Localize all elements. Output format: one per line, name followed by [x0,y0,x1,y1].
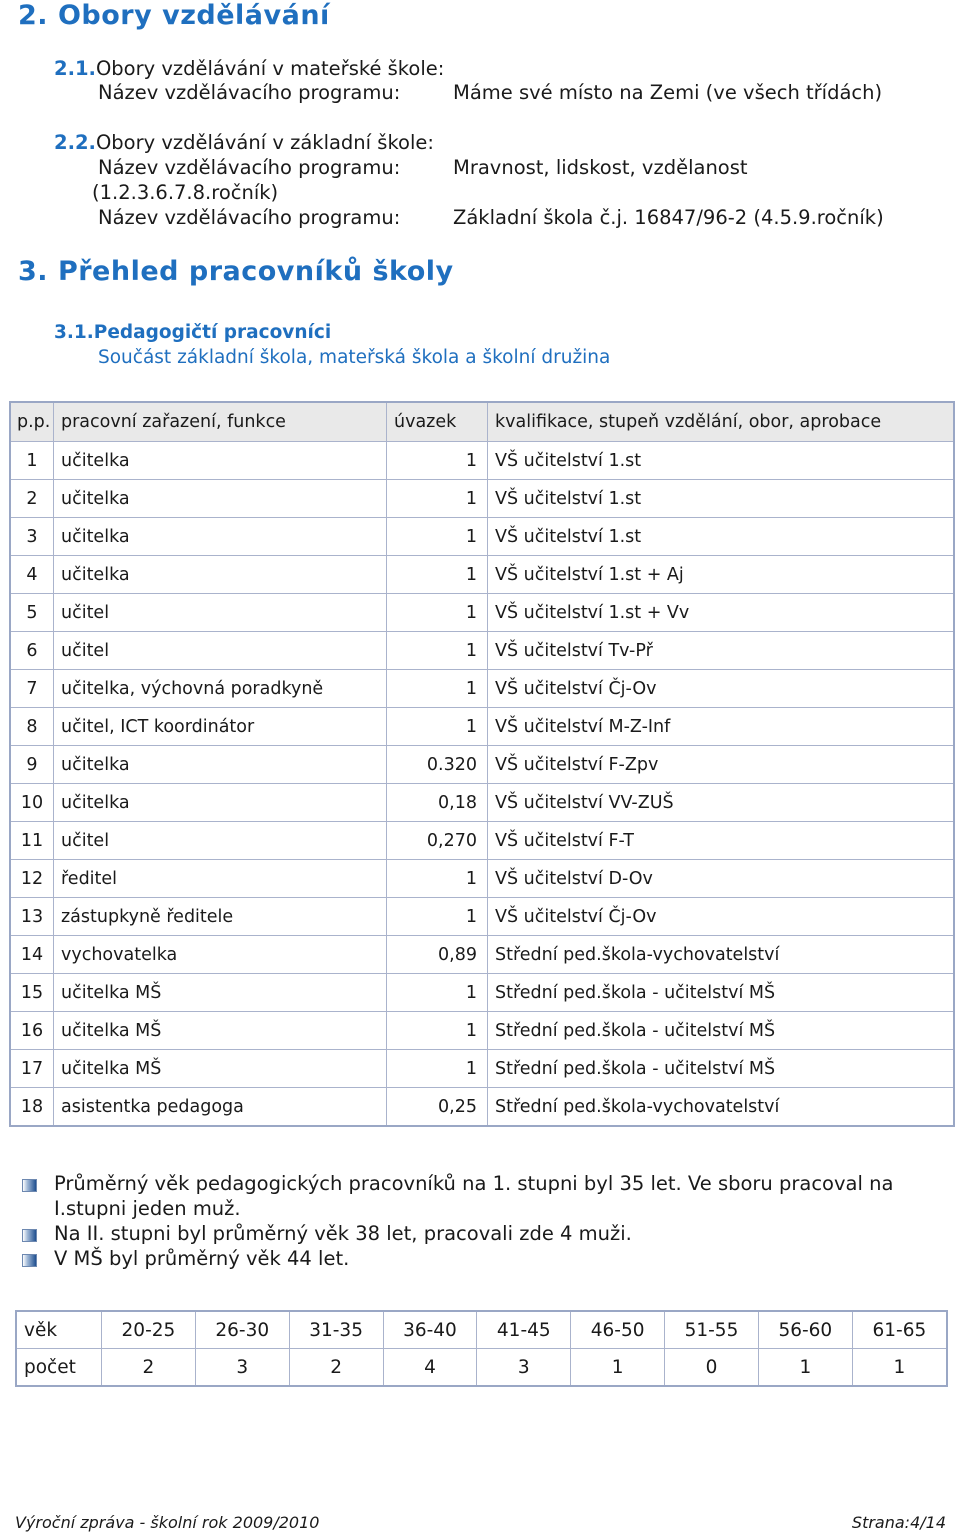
row-load: 1 [387,974,488,1012]
row-load: 1 [387,1050,488,1088]
bullet-text: Průměrný věk pedagogických pracovníků na 1. stupni byl 35 let. Ve sboru pracoval na I.stupni jeden muž. [54,1172,894,1220]
row-num: 10 [10,784,54,822]
row-qualification: Střední ped.škola - učitelství MŠ [488,1012,955,1050]
table-row [10,860,954,898]
age-range: 51-55 [665,1311,759,1349]
age-range: 61-65 [852,1311,947,1349]
row-qualification: Střední ped.škola - učitelství MŠ [488,974,955,1012]
table-row [10,974,954,1012]
bullet-icon [22,1179,37,1192]
row-qualification: VŠ učitelství D-Ov [488,860,955,898]
row-role: zástupkyně ředitele [54,898,387,936]
bullet-text: V MŠ byl průměrný věk 44 let. [54,1247,350,1270]
program-value-ms: Máme své místo na Zemi (ve všech třídách) [453,81,883,104]
footer-report-title: Výroční zpráva - školní rok 2009/2010 [15,1513,320,1532]
row-qualification: Střední ped.škola - učitelství MŠ [488,1050,955,1088]
row-load: 0,89 [387,936,488,974]
age-count-row [16,1349,947,1387]
row-num: 2 [10,480,54,518]
table-row [10,898,954,936]
subsection-3-1-title: 3.1.Pedagogičtí pracovníci [54,322,332,343]
table-row [10,784,954,822]
row-num: 15 [10,974,54,1012]
subsection-2-1-number: 2.1. [54,57,96,80]
subsection-2-2 [54,131,434,154]
table-row [10,442,954,480]
row-num: 8 [10,708,54,746]
age-count: 1 [571,1349,665,1387]
row-role: učitelka [54,746,387,784]
table-row [10,822,954,860]
row-num: 7 [10,670,54,708]
row-role: učitelka [54,518,387,556]
subsection-2-1-text: Obory vzdělávání v mateřské škole: [95,57,445,80]
age-range: 31-35 [289,1311,383,1349]
row-role: učitelka MŠ [54,974,387,1012]
header-pp: p.p. [10,402,54,442]
footer-page-number: Strana:4/14 [851,1513,946,1532]
subsection-3-1-desc: Součást základní škola, mateřská škola a školní družina [98,347,611,368]
row-role: vychovatelka [54,936,387,974]
row-qualification: VŠ učitelství 1.st [488,442,955,480]
header-qualification: kvalifikace, stupeň vzdělání, obor, aprobace [488,402,955,442]
age-summary-list [22,1171,952,1271]
row-num: 3 [10,518,54,556]
row-load: 1 [387,632,488,670]
age-table [15,1310,948,1387]
staff-table-header [10,402,954,442]
row-qualification: VŠ učitelství 1.st [488,518,955,556]
row-role: učitel [54,632,387,670]
table-row [10,1012,954,1050]
program-label-zs-2: Název vzdělávacího programu: [98,206,401,229]
subsection-2-2-text: Obory vzdělávání v základní škole: [95,131,434,154]
age-range: 36-40 [383,1311,477,1349]
age-count: 0 [665,1349,759,1387]
row-num: 14 [10,936,54,974]
row-num: 18 [10,1088,54,1127]
row-role: učitelka MŠ [54,1050,387,1088]
row-load: 1 [387,898,488,936]
age-count: 1 [758,1349,852,1387]
subsection-2-2-number: 2.2. [54,131,96,154]
age-range-row [16,1311,947,1349]
age-range: 56-60 [758,1311,852,1349]
row-load: 0.320 [387,746,488,784]
row-load: 1 [387,708,488,746]
row-num: 4 [10,556,54,594]
row-role: učitelka [54,480,387,518]
section-2-title: 2. Obory vzdělávání [18,0,330,31]
row-num: 16 [10,1012,54,1050]
age-count: 2 [102,1349,196,1387]
row-qualification: VŠ učitelství 1.st + Aj [488,556,955,594]
row-qualification: VŠ učitelství 1.st [488,480,955,518]
row-load: 1 [387,480,488,518]
row-load: 1 [387,442,488,480]
row-load: 0,18 [387,784,488,822]
row-num: 12 [10,860,54,898]
header-role: pracovní zařazení, funkce [54,402,387,442]
age-range: 26-30 [195,1311,289,1349]
row-num: 13 [10,898,54,936]
row-role: asistentka pedagoga [54,1088,387,1127]
table-row [10,1088,954,1127]
row-num: 17 [10,1050,54,1088]
age-count: 2 [289,1349,383,1387]
row-role: učitelka [54,442,387,480]
age-range: 46-50 [571,1311,665,1349]
list-item [22,1221,952,1246]
row-role: učitel [54,594,387,632]
count-label: počet [16,1349,102,1387]
age-count: 3 [477,1349,571,1387]
table-row [10,594,954,632]
row-role: učitelka MŠ [54,1012,387,1050]
program-label-ms: Název vzdělávacího programu: [98,81,401,104]
list-item [22,1171,952,1221]
row-load: 0,270 [387,822,488,860]
row-qualification: VŠ učitelství Čj-Ov [488,670,955,708]
row-qualification: VŠ učitelství F-Zpv [488,746,955,784]
bullet-icon [22,1229,37,1242]
staff-table [9,401,955,1127]
table-row [10,480,954,518]
table-row [10,746,954,784]
table-row [10,1050,954,1088]
program-label-zs-1: Název vzdělávacího programu: [98,156,401,179]
row-load: 1 [387,860,488,898]
row-num: 11 [10,822,54,860]
table-row [10,708,954,746]
row-qualification: VŠ učitelství Tv-Př [488,632,955,670]
row-load: 1 [387,1012,488,1050]
age-count: 4 [383,1349,477,1387]
row-qualification: VŠ učitelství 1.st + Vv [488,594,955,632]
row-load: 1 [387,556,488,594]
age-count: 3 [195,1349,289,1387]
table-row [10,556,954,594]
age-label: věk [16,1311,102,1349]
bullet-icon [22,1254,37,1267]
row-load: 1 [387,670,488,708]
row-num: 1 [10,442,54,480]
row-qualification: VŠ učitelství VV-ZUŠ [488,784,955,822]
row-qualification: VŠ učitelství F-T [488,822,955,860]
program-grades-zs-1: (1.2.3.6.7.8.ročník) [92,181,279,204]
row-load: 0,25 [387,1088,488,1127]
row-load: 1 [387,594,488,632]
age-range: 41-45 [477,1311,571,1349]
row-role: učitel, ICT koordinátor [54,708,387,746]
row-num: 9 [10,746,54,784]
subsection-2-1 [54,57,444,80]
row-role: ředitel [54,860,387,898]
program-value-zs-2: Základní škola č.j. 16847/96-2 (4.5.9.ročník) [453,206,884,229]
age-count: 1 [852,1349,947,1387]
header-load: úvazek [387,402,488,442]
table-row [10,936,954,974]
table-row [10,632,954,670]
bullet-text: Na II. stupni byl průměrný věk 38 let, pracovali zde 4 muži. [54,1222,632,1245]
section-3-title: 3. Přehled pracovníků školy [18,256,454,287]
program-value-zs-1: Mravnost, lidskost, vzdělanost [453,156,748,179]
row-role: učitel [54,822,387,860]
row-qualification: VŠ učitelství Čj-Ov [488,898,955,936]
row-role: učitelka [54,556,387,594]
row-qualification: Střední ped.škola-vychovatelství [488,936,955,974]
row-qualification: VŠ učitelství M-Z-Inf [488,708,955,746]
row-num: 5 [10,594,54,632]
row-num: 6 [10,632,54,670]
row-qualification: Střední ped.škola-vychovatelství [488,1088,955,1127]
table-row [10,670,954,708]
age-range: 20-25 [102,1311,196,1349]
row-role: učitelka [54,784,387,822]
row-role: učitelka, výchovná poradkyně [54,670,387,708]
table-row [10,518,954,556]
row-load: 1 [387,518,488,556]
list-item [22,1246,952,1271]
